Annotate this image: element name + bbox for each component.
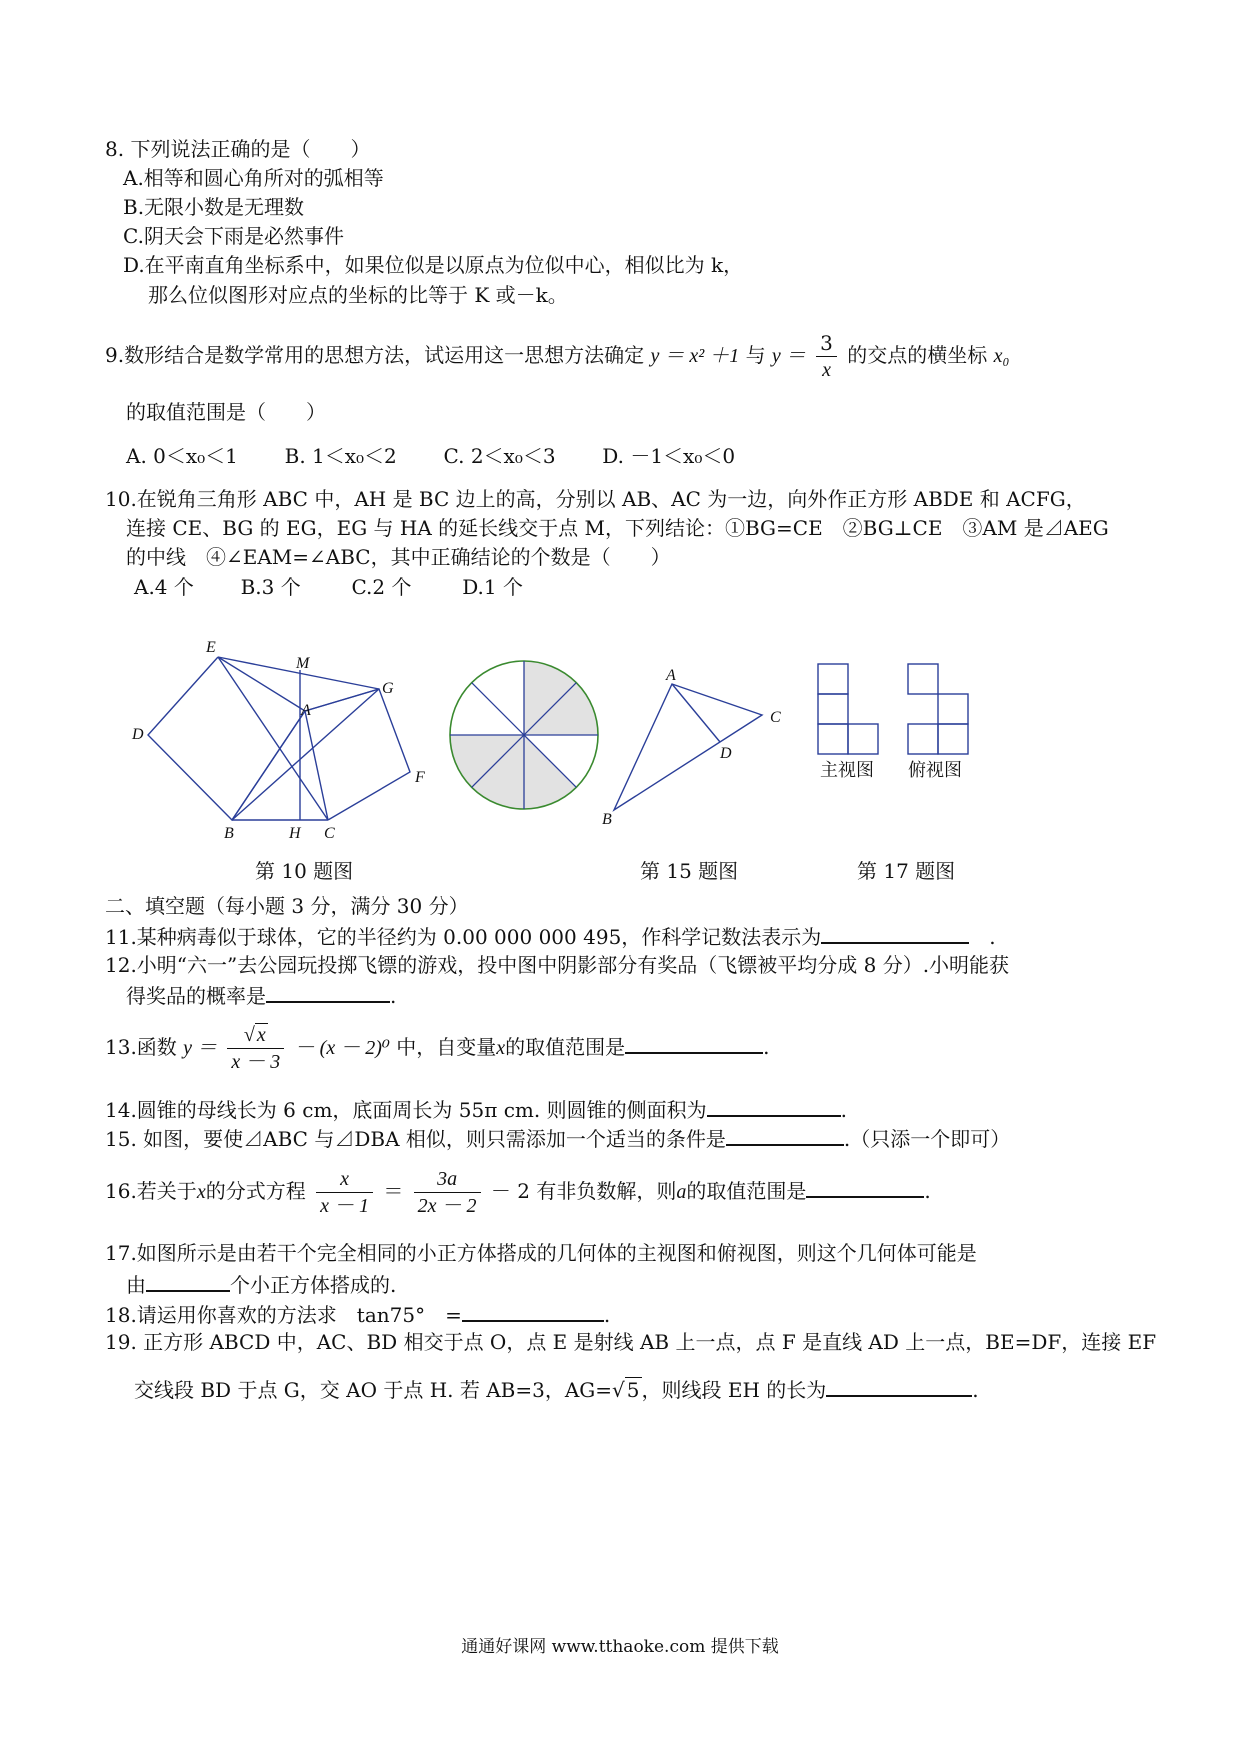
q13-var: x [496, 1037, 506, 1059]
caption-fig17: 第 17 题图 [857, 859, 956, 883]
dartboard-figure [448, 658, 608, 818]
q15-answer-blank[interactable] [726, 1124, 844, 1146]
q8-option-b: B.无限小数是无理数 [123, 195, 305, 219]
top-view-label: 俯视图 [908, 760, 962, 781]
q13-end: . [763, 1035, 770, 1059]
label-c-15: C [770, 709, 781, 726]
q16-answer-blank[interactable] [806, 1176, 924, 1198]
q10-options [134, 574, 523, 600]
figure-10-diagram [120, 630, 440, 840]
caption-fig15: 第 15 题图 [640, 859, 739, 883]
q14-text: 14.圆锥的母线长为 6 cm，底面周长为 55π cm. 则圆锥的侧面积为 [105, 1098, 707, 1122]
q9-option-a: A. 0＜x₀＜1 [126, 444, 238, 468]
label-d: D [132, 726, 144, 743]
q12-text: 得奖品的概率是 [126, 984, 266, 1008]
q16-mid1: 的分式方程 [205, 1179, 306, 1203]
q16-f2-den: 2x － 2 [417, 1195, 477, 1217]
q8-option-d: D.在平南直角坐标系中，如果位似是以原点为位似中心，相似比为 k， [123, 253, 744, 277]
label-b-15: B [602, 811, 612, 828]
q17-answer-blank[interactable] [146, 1270, 230, 1292]
q9-line2: 的取值范围是（ ） [126, 400, 326, 424]
q9-option-b: B. 1＜x₀＜2 [284, 444, 397, 468]
q12-line2 [126, 981, 396, 1009]
q10-option-c: C.2 个 [351, 575, 412, 599]
label-h: H [289, 825, 301, 840]
q9-frac-den: x [822, 359, 831, 381]
q11-text: 11.某种病毒似于球体，它的半径约为 0.00 000 000 495，作科学记数法表示为 [105, 925, 822, 949]
q19-line2: 交线段 BD 于点 G，交 AO 于点 H. 若 AB=3，AG=√ 5 ，则线段 EH 的长为 . [134, 1375, 979, 1403]
section-2-heading: 二、填空题（每小题 3 分，满分 30 分） [105, 894, 469, 918]
q14-end: . [840, 1098, 847, 1122]
q16-f1-den: x － 1 [320, 1195, 369, 1217]
q17-line2 [126, 1270, 396, 1298]
q9-eq1: y ＝ x² ＋1 [650, 345, 740, 367]
q9-pre: 9.数形结合是数学常用的思想方法，试运用这一思想方法确定 [105, 343, 645, 367]
label-g: G [382, 680, 394, 697]
label-e: E [206, 639, 216, 656]
q9-var: x₀ [993, 345, 1010, 367]
shaded-sector-5 [524, 735, 576, 809]
label-f: F [415, 769, 425, 786]
q17-line2b: 个小正方体搭成的. [230, 1273, 397, 1297]
label-c: C [324, 825, 335, 840]
q13-post2: 的取值范围是 [505, 1035, 626, 1059]
q9-frac-num: 3 [816, 330, 837, 357]
q19-sqrt-arg: 5 [626, 1378, 640, 1402]
q12-answer-blank[interactable] [266, 981, 390, 1003]
q16-eq: ＝ [383, 1179, 404, 1203]
figure-15-diagram [590, 660, 800, 840]
q13-pre: 13.函数 [105, 1035, 177, 1059]
q16-f1-num: x [316, 1166, 373, 1193]
q15 [105, 1124, 1010, 1152]
label-a: A [301, 702, 311, 719]
q9-fraction [816, 330, 837, 383]
q15-end: .（只添一个即可） [843, 1127, 1011, 1151]
q18-end: . [603, 1303, 611, 1327]
q13 [105, 1022, 770, 1075]
footer-source: 通通好课网 www.tthaoke.com 提供下载 [461, 1637, 779, 1657]
segment-ag [305, 689, 379, 711]
q19-line2a: 交线段 BD 于点 G，交 AO 于点 H. 若 AB=3，AG= [134, 1378, 613, 1402]
q10-option-b: B.3 个 [240, 575, 301, 599]
caption-fig10: 第 10 题图 [255, 859, 354, 883]
front-view-label: 主视图 [820, 760, 874, 781]
q16-pre: 16.若关于 [105, 1179, 197, 1203]
label-d-15: D [720, 745, 732, 762]
q13-answer-blank[interactable] [625, 1032, 763, 1054]
q8-option-c: C.阴天会下雨是必然事件 [123, 224, 344, 248]
q16-f2-num: 3a [414, 1166, 481, 1193]
q11-end: . [989, 925, 996, 949]
q9-option-d: D. －1＜x₀＜0 [602, 444, 736, 468]
q18-text: 18.请运用你喜欢的方法求 tan75° = [105, 1303, 462, 1327]
q18 [105, 1300, 610, 1328]
q13-post: 中，自变量 [396, 1035, 497, 1059]
q16-post: 的取值范围是 [686, 1179, 807, 1203]
q10-line1: 10.在锐角三角形 ABC 中，AH 是 BC 边上的高，分别以 AB、AC 为一边，向外作正方形 ABDE 和 ACFG， [105, 487, 1086, 511]
front-view-grid [818, 664, 878, 754]
q13-frac-num: √ x [227, 1022, 284, 1049]
q13-frac-den: x － 3 [231, 1051, 281, 1073]
q13-fraction [227, 1022, 284, 1075]
q9-post: 的交点的横坐标 [847, 343, 988, 367]
q16-end: . [924, 1179, 931, 1203]
label-m: M [296, 655, 310, 672]
q15-text: 15. 如图，要使⊿ABC 与⊿DBA 相似，则只需添加一个适当的条件是 [105, 1127, 726, 1151]
label-a-15: A [666, 667, 676, 684]
q9-eq2-left: y ＝ [771, 345, 806, 367]
q16-fraction-left [316, 1166, 373, 1219]
q8-option-d-cont: 那么位似图形对应点的坐标的比等于 K 或－k。 [148, 283, 568, 307]
q10-option-a: A.4 个 [134, 575, 194, 599]
q14 [105, 1095, 847, 1123]
q18-answer-blank[interactable] [462, 1300, 604, 1322]
q8-stem: 8. 下列说法正确的是（ ） [105, 137, 371, 161]
q14-answer-blank[interactable] [707, 1095, 841, 1117]
q19-end: . [972, 1378, 979, 1402]
q16-fraction-right [414, 1166, 481, 1219]
q16-mid2: － 2 有非负数解，则 [490, 1179, 677, 1203]
square-abde [148, 657, 305, 820]
q12-line1: 12.小明“六一”去公园玩投掷飞镖的游戏，投中图中阴影部分有奖品（飞镖被平均分成 8 分）.小明能获 [105, 953, 1010, 977]
q16-var: x [196, 1181, 206, 1203]
q11 [105, 922, 996, 950]
q13-y: y ＝ [183, 1037, 218, 1059]
q9-line1 [105, 330, 1009, 383]
q19-line2b: ，则线段 EH 的长为 [641, 1378, 827, 1402]
q16-var2: a [676, 1181, 687, 1203]
q13-mid: － (x － 2)⁰ [294, 1037, 390, 1059]
q12-end: . [390, 984, 397, 1008]
q13-sqrt-arg: x [256, 1024, 266, 1046]
q9-mid: 与 [745, 343, 766, 367]
q10-line3: 的中线 ④∠EAM=∠ABC，其中正确结论的个数是（ ） [126, 545, 671, 569]
q10-option-d: D.1 个 [462, 575, 523, 599]
q10-line2: 连接 CE、BG 的 EG，EG 与 HA 的延长线交于点 M，下列结论：①BG=CE ②BG⊥CE ③AM 是⊿AEG [126, 516, 1109, 540]
q17-line2a: 由 [126, 1273, 146, 1297]
q11-answer-blank[interactable] [821, 922, 969, 944]
q19-answer-blank[interactable] [826, 1375, 972, 1397]
q8-option-a: A.相等和圆心角所对的弧相等 [123, 166, 384, 190]
q9-option-c: C. 2＜x₀＜3 [443, 444, 556, 468]
q17-line1: 17.如图所示是由若干个完全相同的小正方体搭成的几何体的主视图和俯视图，则这个几何体可能是 [105, 1241, 977, 1265]
q16 [105, 1166, 931, 1219]
q19-line1: 19. 正方形 ABCD 中，AC、BD 相交于点 O，点 E 是射线 AB 上一点，点 F 是直线 AD 上一点，BE=DF，连接 EF [105, 1330, 1157, 1354]
top-view-grid [908, 664, 968, 754]
q9-options [126, 443, 735, 469]
label-b: B [224, 825, 234, 840]
